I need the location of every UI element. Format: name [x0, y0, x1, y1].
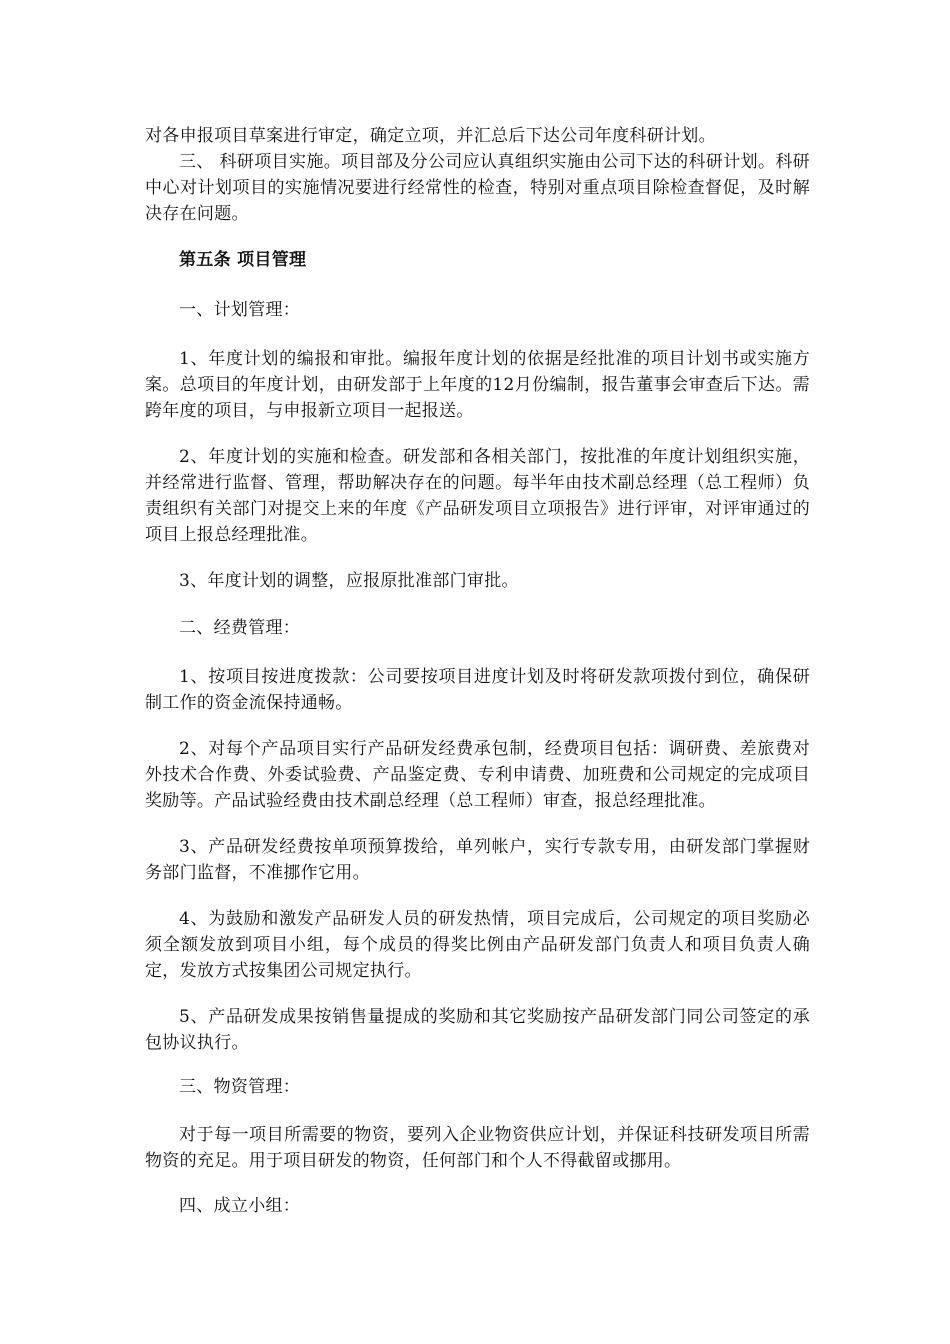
paragraph-funding-item-2: 2、对每个产品项目实行产品研发经费承包制，经费项目包括：调研费、差旅费对外技术合作费、外委试验费、产品鉴定费、专利申请费、加班费和公司规定的完成项目奖励等。产品试验经费由技术副总经理（总工程师）审查，报总经理批准。 [145, 739, 810, 811]
subheading-form-group: 四、成立小组： [179, 1196, 301, 1216]
paragraph-plan-item-2: 2、年度计划的实施和检查。研发部和各相关部门，按批准的年度计划组织实施，并经常进行监督、管理，帮助解决存在的问题。每半年由技术副总经理（总工程师）负责组织有关部门对提交上来的年度《产品研发项目立项报告》进行评审，对评审通过的项目上报总经理批准。 [145, 447, 810, 545]
paragraph-funding-item-5: 5、产品研发成果按销售量提成的奖励和其它奖励按产品研发部门同公司签定的承包协议执行。 [145, 1007, 810, 1053]
paragraph-funding-item-3: 3、产品研发经费按单项预算拨给，单列帐户，实行专款专用，由研发部门掌握财务部门监督，不准挪作它用。 [145, 837, 810, 883]
paragraph-plan-item-3: 3、年度计划的调整，应报原批准部门审批。 [179, 571, 519, 591]
paragraph-materials: 对于每一项目所需要的物资，要列入企业物资供应计划，并保证科技研发项目所需物资的充足。用于项目研发的物资，任何部门和个人不得截留或挪用。 [145, 1125, 810, 1171]
paragraph-approval-continued: 对各申报项目草案进行审定，确定立项，并汇总后下达公司年度科研计划。 [145, 126, 716, 146]
subheading-funding-management: 二、经费管理： [179, 618, 301, 638]
paragraph-funding-item-4: 4、为鼓励和激发产品研发人员的研发热情，项目完成后，公司规定的项目奖励必须全额发放到项目小组，每个成员的得奖比例由产品研发部门负责人和项目负责人确定，发放方式按集团公司规定执行。 [145, 909, 810, 981]
section-heading-article-5: 第五条 项目管理 [179, 250, 307, 270]
subheading-materials-management: 三、物资管理： [179, 1077, 301, 1097]
paragraph-plan-item-1: 1、年度计划的编报和审批。编报年度计划的依据是经批准的项目计划书或实施方案。总项目的年度计划，由研发部于上年度的12月份编制，报告董事会审查后下达。需跨年度的项目，与申报新立项目一起报送。 [145, 349, 810, 421]
paragraph-funding-item-1: 1、按项目按进度拨款：公司要按项目进度计划及时将研发款项拨付到位，确保研制工作的资金流保持通畅。 [145, 667, 810, 713]
paragraph-project-implementation: 三、 科研项目实施。项目部及分公司应认真组织实施由公司下达的科研计划。科研中心对计划项目的实施情况要进行经常性的检查，特别对重点项目除检查督促，及时解决存在问题。 [145, 152, 810, 224]
subheading-plan-management: 一、计划管理： [179, 300, 301, 320]
